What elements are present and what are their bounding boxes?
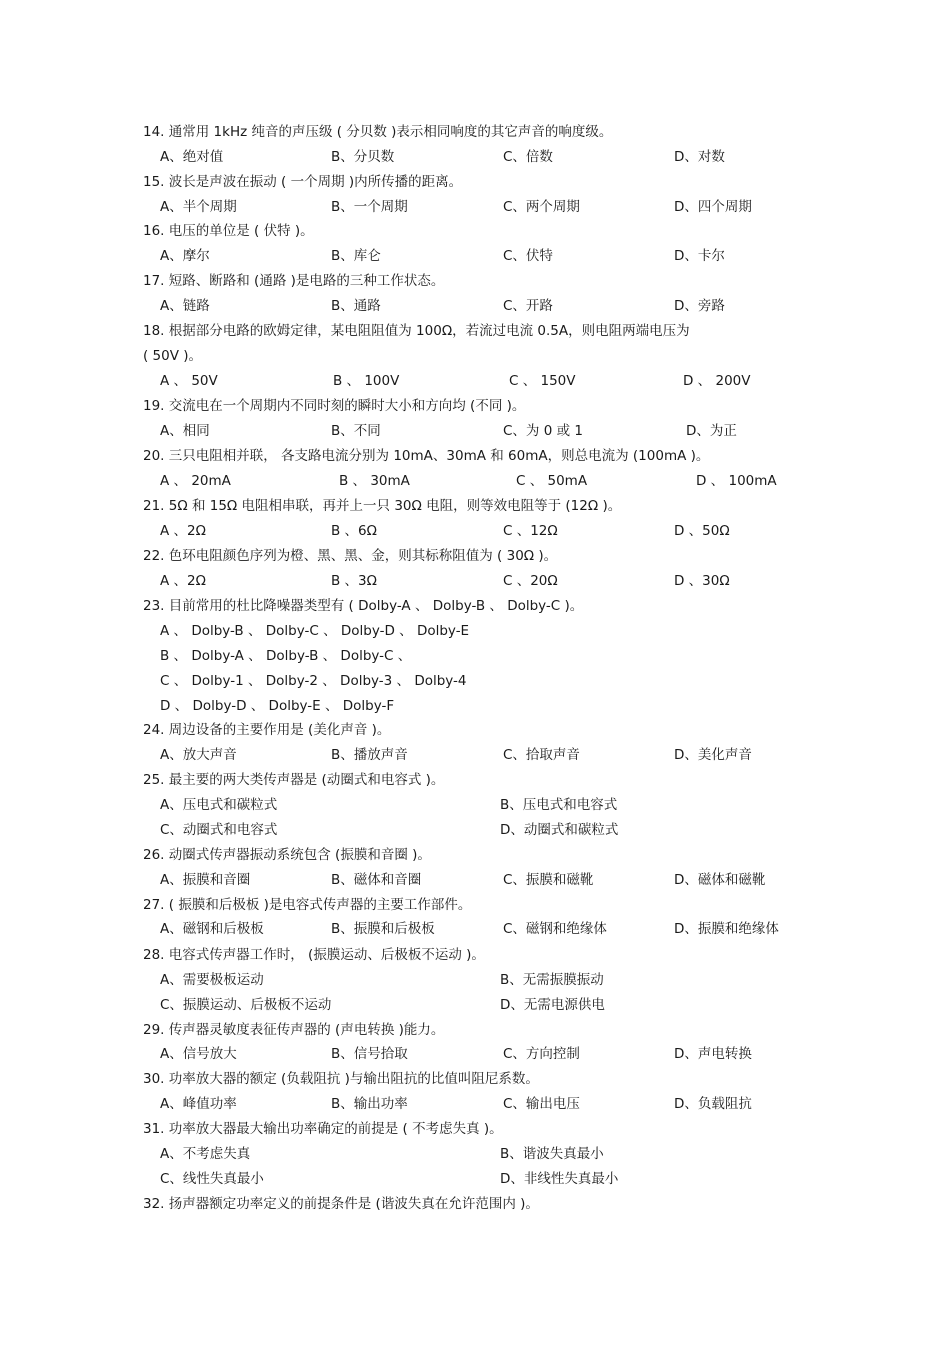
question-28-option-d: D、无需电源供电 [500,997,605,1013]
question-19-option-c: C、为 0 或 1 [503,423,583,439]
question-18-stem-cont: ( 50V )。 [143,348,203,364]
question-19-stem: 19. 交流电在一个周期内不同时刻的瞬时大小和方向均 (不同 )。 [143,398,526,414]
question-15-option-d: D、四个周期 [674,199,752,215]
question-19-option-d: D、为正 [686,423,737,439]
question-31-option-a: A、不考虑失真 [160,1146,251,1162]
question-29-option-c: C、方向控制 [503,1046,580,1062]
question-28-option-c: C、振膜运动、后极板不运动 [160,997,332,1013]
question-18-option-c: C 、 150V [509,373,576,389]
question-18-option-b: B 、 100V [333,373,400,389]
question-23-stem: 23. 目前常用的杜比降噪器类型有 ( Dolby-A 、 Dolby-B 、 Dolby-C )。 [143,598,584,614]
question-24-option-c: C、拾取声音 [503,747,580,763]
question-16-stem: 16. 电压的单位是 ( 伏特 )。 [143,223,314,239]
question-29-option-d: D、声电转换 [674,1046,752,1062]
question-24-stem: 24. 周边设备的主要作用是 (美化声音 )。 [143,722,391,738]
question-32-stem: 32. 扬声器额定功率定义的前提条件是 (谐波失真在允许范围内 )。 [143,1196,539,1212]
question-26-option-a: A、振膜和音圈 [160,872,251,888]
question-18-stem: 18. 根据部分电路的欧姆定律，某电阻阻值为 100Ω，若流过电流 0.5A，则电阻两端电压为 [143,323,690,339]
question-23-option-d: D 、 Dolby-D 、 Dolby-E 、 Dolby-F [160,698,395,714]
question-22-option-b: B 、3Ω [331,573,377,589]
question-31-stem: 31. 功率放大器最大输出功率确定的前提是 ( 不考虑失真 )。 [143,1121,503,1137]
question-14-option-a: A、绝对值 [160,149,224,165]
question-28-option-b: B、无需振膜振动 [500,972,604,988]
question-24-option-a: A、放大声音 [160,747,237,763]
question-26-stem: 26. 动圈式传声器振动系统包含 (振膜和音圈 )。 [143,847,431,863]
question-24-option-b: B、播放声音 [331,747,408,763]
question-26-option-c: C、振膜和磁靴 [503,872,594,888]
question-20-option-a: A 、 20mA [160,473,231,489]
question-29-stem: 29. 传声器灵敏度表征传声器的 (声电转换 )能力。 [143,1022,445,1038]
question-17-option-b: B、通路 [331,298,381,314]
question-24-option-d: D、美化声音 [674,747,752,763]
question-27-option-c: C、磁钢和绝缘体 [503,921,607,937]
question-17-stem: 17. 短路、断路和 (通路 )是电路的三种工作状态。 [143,273,445,289]
question-14-option-c: C、倍数 [503,149,553,165]
question-23-option-a: A 、 Dolby-B 、 Dolby-C 、 Dolby-D 、 Dolby-E [160,623,470,639]
question-18-option-a: A 、 50V [160,373,218,389]
question-30-stem: 30. 功率放大器的额定 (负载阻抗 )与输出阻抗的比值叫阻尼系数。 [143,1071,539,1087]
question-27-option-b: B、振膜和后极板 [331,921,435,937]
question-17-option-c: C、开路 [503,298,553,314]
question-16-option-b: B、库仑 [331,248,381,264]
question-20-option-c: C 、 50mA [516,473,588,489]
question-26-option-d: D、磁体和磁靴 [674,872,766,888]
question-30-option-d: D、负载阻抗 [674,1096,752,1112]
question-22-option-a: A 、2Ω [160,573,206,589]
question-25-option-b: B、压电式和电容式 [500,797,618,813]
question-29-option-b: B、信号拾取 [331,1046,408,1062]
question-15-option-a: A、半个周期 [160,199,237,215]
question-21-stem: 21. 5Ω 和 15Ω 电阻相串联，再并上一只 30Ω 电阻，则等效电阻等于 (12Ω )。 [143,498,622,514]
question-16-option-d: D、卡尔 [674,248,725,264]
question-21-option-c: C 、12Ω [503,523,558,539]
question-16-option-c: C、伏特 [503,248,553,264]
question-18-option-d: D 、 200V [683,373,751,389]
question-25-stem: 25. 最主要的两大类传声器是 (动圈式和电容式 )。 [143,772,445,788]
question-31-option-b: B、谐波失真最小 [500,1146,604,1162]
question-27-option-d: D、振膜和绝缘体 [674,921,779,937]
question-28-option-a: A、需要极板运动 [160,972,264,988]
question-22-option-d: D 、30Ω [674,573,730,589]
question-28-stem: 28. 电容式传声器工作时， (振膜运动、后极板不运动 )。 [143,947,485,963]
question-16-option-a: A、摩尔 [160,248,210,264]
question-26-option-b: B、磁体和音圈 [331,872,422,888]
question-25-option-d: D、动圈式和碳粒式 [500,822,619,838]
question-20-option-b: B 、 30mA [339,473,410,489]
question-30-option-b: B、输出功率 [331,1096,408,1112]
question-30-option-c: C、输出电压 [503,1096,580,1112]
question-22-stem: 22. 色环电阻颜色序列为橙、黑、黑、金，则其标称阻值为 ( 30Ω )。 [143,548,558,564]
question-21-option-b: B 、6Ω [331,523,377,539]
question-14-stem: 14. 通常用 1kHz 纯音的声压级 ( 分贝数 )表示相同响度的其它声音的响度级。 [143,124,613,140]
question-29-option-a: A、信号放大 [160,1046,237,1062]
question-14-option-b: B、分贝数 [331,149,395,165]
question-19-option-a: A、相同 [160,423,210,439]
question-21-option-d: D 、50Ω [674,523,730,539]
question-15-option-c: C、两个周期 [503,199,580,215]
question-14-option-d: D、对数 [674,149,725,165]
question-31-option-c: C、线性失真最小 [160,1171,264,1187]
question-22-option-c: C 、20Ω [503,573,558,589]
question-17-option-a: A、链路 [160,298,210,314]
question-31-option-d: D、非线性失真最小 [500,1171,619,1187]
question-27-option-a: A、磁钢和后极板 [160,921,264,937]
question-30-option-a: A、峰值功率 [160,1096,237,1112]
question-23-option-b: B 、 Dolby-A 、 Dolby-B 、 Dolby-C 、 [160,648,412,664]
question-17-option-d: D、旁路 [674,298,725,314]
question-20-stem: 20. 三只电阻相并联， 各支路电流分别为 10mA、30mA 和 60mA，则总电流为 (100mA )。 [143,448,710,464]
question-25-option-a: A、压电式和碳粒式 [160,797,278,813]
question-20-option-d: D 、 100mA [696,473,777,489]
question-23-option-c: C 、 Dolby-1 、 Dolby-2 、 Dolby-3 、 Dolby-4 [160,673,467,689]
question-15-stem: 15. 波长是声波在振动 ( 一个周期 )内所传播的距离。 [143,174,463,190]
question-25-option-c: C、动圈式和电容式 [160,822,278,838]
question-27-stem: 27. ( 振膜和后极板 )是电容式传声器的主要工作部件。 [143,897,472,913]
question-21-option-a: A 、2Ω [160,523,206,539]
question-15-option-b: B、一个周期 [331,199,408,215]
question-19-option-b: B、不同 [331,423,381,439]
